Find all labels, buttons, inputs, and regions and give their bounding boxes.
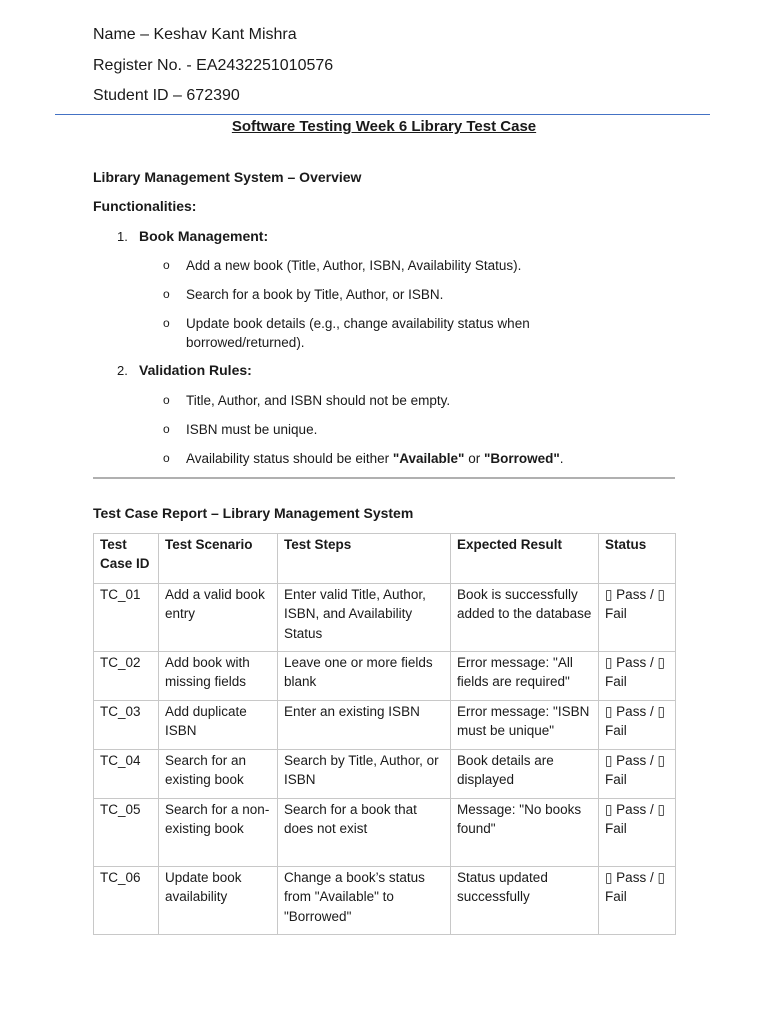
item-number: 2.: [117, 363, 128, 378]
column-header: Test Steps: [278, 534, 451, 584]
status-option-available: "Available": [392, 451, 465, 466]
header-divider: [55, 114, 710, 115]
table-cell: TC_06: [94, 867, 159, 935]
table-cell: Add a valid book entry: [159, 584, 278, 652]
status-cell: ▯ Pass / ▯ Fail: [599, 584, 676, 652]
table-cell: Search for an existing book: [159, 750, 278, 799]
table-cell: TC_03: [94, 701, 159, 750]
bullet-marker: o: [163, 287, 170, 301]
bullet-marker: o: [163, 393, 170, 407]
bullet-marker: o: [163, 316, 170, 330]
table-cell: Search for a non-existing book: [159, 799, 278, 867]
column-header: Test Case ID: [94, 534, 159, 584]
table-cell: Add book with missing fields: [159, 652, 278, 701]
status-cell: ▯ Pass / ▯ Fail: [599, 799, 676, 867]
test-case-table: [93, 533, 676, 935]
item-label: Book Management:: [139, 228, 269, 244]
numbered-item-book-management: [117, 228, 268, 244]
student-id: Student ID – 672390: [93, 87, 240, 104]
table-row: [94, 750, 676, 799]
table-cell: Add duplicate ISBN: [159, 701, 278, 750]
status-option-borrowed: "Borrowed": [483, 451, 560, 466]
table-cell: TC_04: [94, 750, 159, 799]
bullet-marker: o: [163, 258, 170, 272]
table-cell: Book details are displayed: [451, 750, 599, 799]
table-cell: TC_02: [94, 652, 159, 701]
status-cell: ▯ Pass / ▯ Fail: [599, 701, 676, 750]
student-name: Name – Keshav Kant Mishra: [93, 26, 297, 43]
table-cell: TC_01: [94, 584, 159, 652]
bullet-item-availability-rule: o Availability status should be either "Available" or "Borrowed".: [163, 451, 564, 466]
table-cell: TC_05: [94, 799, 159, 867]
table-cell: Error message: "All fields are required": [451, 652, 599, 701]
table-row: [94, 652, 676, 701]
item-number: 1.: [117, 229, 128, 244]
status-cell: ▯ Pass / ▯ Fail: [599, 867, 676, 935]
numbered-item-validation-rules: [117, 362, 252, 378]
table-row: [94, 799, 676, 867]
table-cell: Enter an existing ISBN: [278, 701, 451, 750]
document-title: Software Testing Week 6 Library Test Case: [231, 118, 537, 135]
bullet-item: o Title, Author, and ISBN should not be empty.: [163, 393, 451, 408]
section-divider: [93, 477, 675, 479]
table-header-row: [94, 534, 676, 584]
bullet-item: o ISBN must be unique.: [163, 422, 318, 437]
table-cell: Leave one or more fields blank: [278, 652, 451, 701]
bullet-item: o Add a new book (Title, Author, ISBN, Availability Status).: [163, 258, 522, 273]
table-cell: Change a book’s status from "Available" to "Borrowed": [278, 867, 451, 935]
table-row: [94, 701, 676, 750]
column-header: Test Scenario: [159, 534, 278, 584]
column-header: Status: [599, 534, 676, 584]
table-cell: Status updated successfully: [451, 867, 599, 935]
table-row: [94, 867, 676, 935]
bullet-item: o Search for a book by Title, Author, or ISBN.: [163, 287, 444, 302]
table-row: [94, 584, 676, 652]
bullet-marker: o: [163, 451, 170, 465]
report-heading: Test Case Report – Library Management System: [93, 505, 414, 521]
table-cell: Update book availability: [159, 867, 278, 935]
table-cell: Book is successfully added to the database: [451, 584, 599, 652]
column-header: Expected Result: [451, 534, 599, 584]
overview-heading: Library Management System – Overview: [93, 169, 362, 185]
functionalities-label: Functionalities:: [93, 198, 197, 214]
bullet-marker: o: [163, 422, 170, 436]
table-cell: Enter valid Title, Author, ISBN, and Availability Status: [278, 584, 451, 652]
status-cell: ▯ Pass / ▯ Fail: [599, 652, 676, 701]
item-label: Validation Rules:: [139, 362, 252, 378]
bullet-item: o Update book details (e.g., change availability status when borrowed/returned).: [163, 316, 530, 350]
register-number: Register No. - EA2432251010576: [93, 57, 334, 74]
status-cell: ▯ Pass / ▯ Fail: [599, 750, 676, 799]
table-cell: Search for a book that does not exist: [278, 799, 451, 867]
table-cell: Error message: "ISBN must be unique": [451, 701, 599, 750]
table-cell: Message: "No books found": [451, 799, 599, 867]
table-cell: Search by Title, Author, or ISBN: [278, 750, 451, 799]
